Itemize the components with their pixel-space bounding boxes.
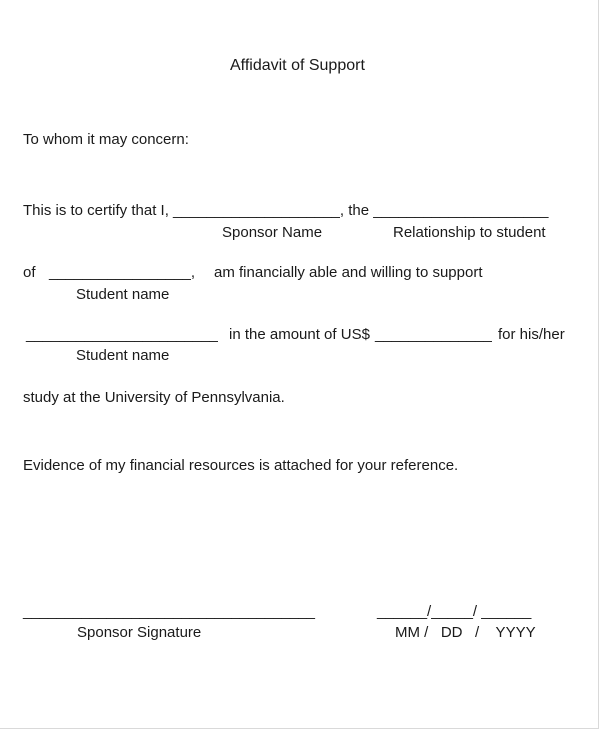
evidence-statement: Evidence of my financial resources is attached for your reference. [23,457,459,474]
certify-prefix: This is to certify that I, [23,202,174,219]
sponsor-name-caption: Sponsor Name [222,224,323,241]
student-name-caption-1: Student name [76,286,170,303]
university-line: study at the University of Pennsylvania. [23,389,285,406]
date-caption: MM / DD / YYYY [395,624,536,641]
sponsor-name-blank[interactable]: ____________________ [173,202,340,219]
signature-blank[interactable]: ___________________________________ [23,603,315,620]
amount-blank[interactable]: ______________ [375,326,492,343]
certify-line [23,202,548,220]
amount-label: in the amount of US$ [229,326,370,343]
his-her-label: for his/her [498,326,565,343]
student-name-blank-2[interactable]: _______________________ [26,326,218,343]
student-name-caption-2: Student name [76,347,170,364]
support-statement: am financially able and willing to support [214,264,483,281]
relationship-blank[interactable]: _____________________ [373,202,549,219]
certify-middle: , the [339,202,374,219]
document-title: Affidavit of Support [230,57,365,74]
of-label: of [23,264,36,281]
signature-caption: Sponsor Signature [77,624,202,641]
relationship-caption: Relationship to student [393,224,546,241]
student-name-blank-1[interactable]: _________________, [49,264,195,281]
salutation: To whom it may concern: [23,131,189,148]
date-blank[interactable]: ______/_____/ ______ [377,603,532,620]
